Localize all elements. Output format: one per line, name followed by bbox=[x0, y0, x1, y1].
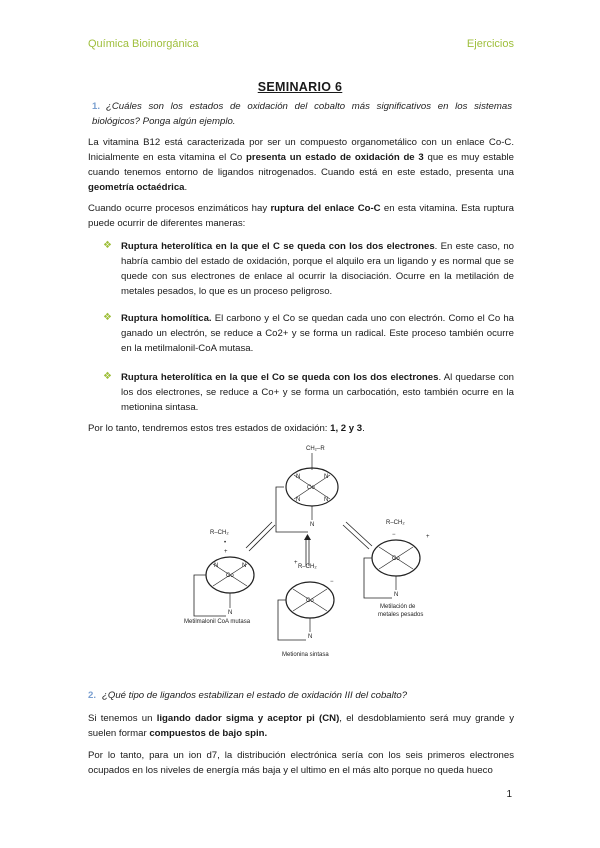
question-2-number: 2. bbox=[88, 690, 97, 701]
header-left: Química Bioinorgánica bbox=[88, 38, 199, 50]
diamond-bullet-icon: ❖ bbox=[103, 240, 112, 251]
bottom-alkyl-label: R–CH₂ bbox=[298, 564, 317, 570]
p1-text-a: La vitamina B12 está caracterizada por ser un compuesto organometálico con un enlace Co-C. Inicialmente en esta vitamina el Co bbox=[88, 137, 514, 163]
label-metionina: Metionina sintasa bbox=[282, 652, 329, 658]
plus-sign: + bbox=[426, 534, 430, 540]
n-label: N bbox=[308, 634, 313, 640]
top-alkyl-label: CH₂–R bbox=[306, 446, 325, 452]
radical-dot: • bbox=[224, 540, 227, 546]
bullet-2-bold: Ruptura homolítica. bbox=[121, 313, 212, 324]
co-label: Co bbox=[226, 573, 234, 579]
paragraph-ruptura bbox=[88, 201, 514, 231]
minus-sign: − bbox=[330, 579, 334, 585]
p3-text-a: Por lo tanto, tendremos estos tres estados de oxidación: bbox=[88, 423, 331, 434]
complex-top bbox=[276, 446, 338, 532]
diamond-bullet-icon: ❖ bbox=[103, 312, 112, 323]
p4-bold-b: ligando dador sigma y aceptor pi (CN) bbox=[156, 713, 340, 724]
complex-bottom bbox=[278, 560, 334, 658]
n-label: N bbox=[296, 474, 301, 480]
label-metilmalonil: Metilmalonil CoA mutasa bbox=[184, 619, 251, 625]
n-label: N bbox=[242, 563, 247, 569]
reaction-arrows bbox=[246, 522, 372, 566]
complex-left bbox=[184, 530, 254, 625]
bullet-1-bold: Ruptura heterolítica en la que el C se queda con los dos electrones bbox=[121, 241, 435, 252]
p1-text-e: . bbox=[184, 182, 188, 193]
page-title: SEMINARIO 6 bbox=[257, 80, 343, 94]
question-2 bbox=[88, 688, 514, 703]
co-label: Co bbox=[307, 485, 315, 491]
complex-right bbox=[364, 520, 430, 618]
p1-text-c: que es muy estable cuando tenemos entorno de ligandos nitrogenados. Cuando está en este estado, presenta una bbox=[88, 152, 514, 178]
question-1-text: ¿Cuáles son los estados de oxidación del cobalto más significativos en los sistemas biológicos? Ponga algún ejemplo. bbox=[92, 101, 512, 127]
p3-text-c: . bbox=[362, 423, 365, 434]
bullet-item bbox=[103, 370, 514, 415]
paragraph-estados bbox=[88, 421, 514, 436]
p2-bold-b: ruptura del enlace Co-C bbox=[270, 203, 381, 214]
bullet-3-text: . Al quedarse con los dos electrones, se reduce a Co+ y se forma un carbocatión, esto también ocurre en la metionina sintasa. bbox=[121, 372, 515, 413]
question-1-number: 1. bbox=[92, 101, 101, 112]
n-label: N bbox=[214, 563, 219, 569]
n-label: N bbox=[228, 610, 233, 616]
p1-bold-b: presenta un estado de oxidación de 3 bbox=[246, 152, 424, 163]
n-label: N bbox=[324, 497, 329, 503]
paragraph-ligando bbox=[88, 711, 514, 741]
p4-text-a: Si tenemos un bbox=[88, 713, 157, 724]
question-2-text: ¿Qué tipo de ligandos estabilizan el estado de oxidación III del cobalto? bbox=[102, 690, 408, 701]
p2-text-a: Cuando ocurre procesos enzimáticos hay bbox=[88, 203, 271, 214]
cobalamin-reaction-diagram bbox=[180, 440, 442, 662]
bullet-item bbox=[103, 239, 514, 299]
p3-bold-b: 1, 2 y 3 bbox=[330, 423, 363, 434]
p1-bold-d: geometría octaédrica bbox=[88, 182, 185, 193]
p4-bold-d: compuestos de bajo spin. bbox=[149, 728, 268, 739]
right-alkyl-label: R–CH₂ bbox=[386, 520, 405, 526]
paragraph-d7: Por lo tanto, para un ion d7, la distribución electrónica sería con los seis primeros electrones ocupados en los niveles de energía más baja y el ultimo en el más alto porque no queda hueco bbox=[88, 750, 514, 776]
p4-text-c: , el desdoblamiento será muy grande y suelen formar bbox=[88, 713, 514, 739]
bullet-1-text: . En este caso, no habría cambio del estado de oxidación, porque el alquilo era un ligando y es normal que se quede con sus electrones de enlace al ocurrir la disociación. Ocurre en la metilación de metales pesados, lo que es un proceso peligroso. bbox=[121, 241, 514, 297]
bullet-item bbox=[103, 311, 514, 356]
label-metilacion-2: metales pesados bbox=[378, 612, 424, 618]
p2-text-c: en esta vitamina. Esta ruptura puede ocurrir de diferentes maneras: bbox=[88, 203, 514, 229]
question-1 bbox=[92, 99, 512, 129]
n-label: N bbox=[324, 474, 329, 480]
paragraph-vitamin-b12 bbox=[88, 135, 514, 195]
left-alkyl-label: R–CH₂ bbox=[210, 530, 229, 536]
plus-sign: + bbox=[294, 560, 298, 566]
page-number: 1 bbox=[506, 789, 512, 800]
n-label: N bbox=[310, 522, 315, 528]
diamond-bullet-icon: ❖ bbox=[103, 371, 112, 382]
bullet-2-text: El carbono y el Co se quedan cada uno con electrón. Como el Co ha ganado un electrón, se reduce a Co2+ y se forma un radical. Este proceso también ocurre en la metilmalonil-CoA mutasa. bbox=[121, 313, 514, 354]
plus-sign: + bbox=[224, 549, 228, 555]
co-label: Co bbox=[306, 598, 314, 604]
minus-sign: − bbox=[392, 532, 396, 538]
co-label: Co bbox=[392, 556, 400, 562]
n-label: N bbox=[296, 497, 301, 503]
n-label: N bbox=[394, 592, 399, 598]
label-metilacion-1: Metilación de bbox=[380, 604, 416, 610]
header-right: Ejercicios bbox=[466, 38, 514, 50]
bullet-3-bold: Ruptura heterolítica en la que el Co se queda con los dos electrones bbox=[121, 372, 439, 383]
